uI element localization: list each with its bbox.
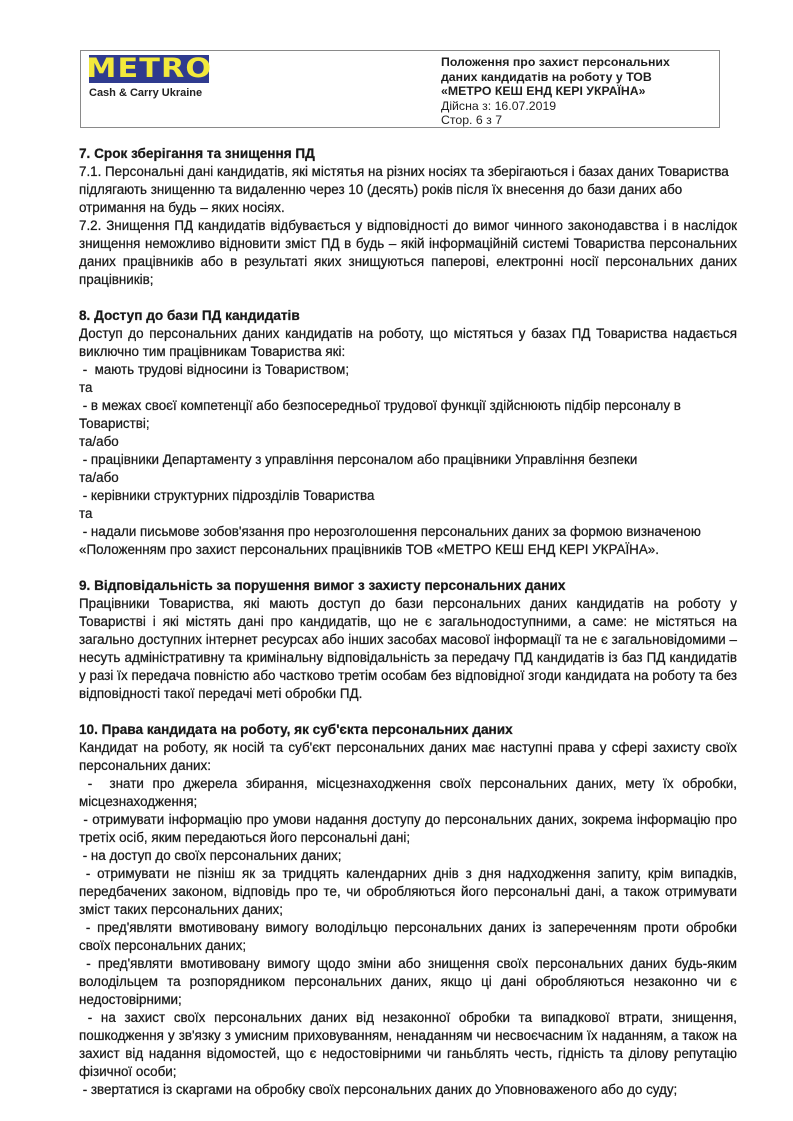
paragraph: 7.2. Знищення ПД кандидатів відбувається у відповідності до вимог чинного законодавства і в наслідок знищення неможливо відновити зміст ПД в будь – якій інформаційній системі Товариства персональних даних працівників або в результаті яких знищуються паперові, електронні носії персональних даних працівників; (79, 218, 737, 287)
paragraph: 7.1. Персональні дані кандидатів, які містятья на різних носіях та зберігаються і базах даних Товариства підлягають знищенню та видаленню через 10 (десять) років після їх внесення до бази даних або отримання на будь – яких носіях. (79, 164, 729, 215)
doc-title-line: даних кандидатів на роботу у ТОВ (441, 69, 652, 84)
list-item: - мають трудові відносини із Товариством; (79, 362, 350, 377)
paragraph: Доступ до персональних даних кандидатів на роботу, що містяться у базах ПД Товариства надається виключно тим працівникам Товариства які: (79, 326, 737, 359)
list-item: - на доступ до своїх персональних даних; (79, 848, 342, 863)
list-item: - звертатися із скаргами на обробку своїх персональних даних до Уповноваженого або до суду; (79, 1082, 678, 1097)
list-item: - знати про джерела збирання, місцезнаходження своїх персональних даних, мету їх обробки, місцезнаходження; (79, 776, 741, 809)
connector: та/або (79, 434, 119, 449)
doc-title-line: Положення про захист персональних (441, 55, 670, 69)
connector: та (79, 380, 93, 395)
section-heading: 10. Права кандидата на роботу, як суб'єкта персональних даних (79, 722, 513, 737)
paragraph: Працівники Товариства, які мають доступ до бази персональних даних кандидатів на роботу у Товаристві і які містять дані про кандидатів, що не є загальнодоступними, а саме: не містяться на загально доступних інтернет ресурсах або інших засобах масової інформації та не є загальновідомими – несуть адміністративну та кримінальну відповідальність за передачу ПД кандидатів із баз ПД кандидатів у разі їх передача повністю або частково третім особам без відповідної згоди кандидата на роботу та без відповідності такої передачі меті обробки ПД. (79, 596, 737, 701)
section-7 (79, 145, 737, 289)
doc-title-line: «МЕТРО КЕШ ЕНД КЕРІ УКРАЇНА» (441, 84, 646, 98)
list-item: - керівники структурних підрозділів Товариства (79, 488, 375, 503)
metro-logo (86, 53, 212, 84)
section-8 (79, 307, 737, 559)
connector: та (79, 506, 93, 521)
valid-from-date: Дійсна з: 16.07.2019 (441, 98, 557, 113)
section-heading: 9. Відповідальність за порушення вимог з захисту персональних даних (79, 578, 566, 593)
list-item: - працівники Департаменту з управління персоналом або працівники Управління безпеки (79, 452, 638, 467)
list-item: - отримувати не пізніш як за тридцять календарних днів з дня надходження запиту, крім випадків, передбачених законом, відповідь про те, чи обробляються його персональні дані, а також отримувати зміст таких персональних даних; (79, 866, 741, 917)
list-item: - пред'являти вмотивовану вимогу щодо зміни або знищення своїх персональних даних будь-яким володільцем та розпорядником персональних даних, якщо ці дані обробляються незаконно чи є недостовірними; (79, 956, 741, 1007)
document-body (79, 145, 741, 1117)
page-number: Стор. 6 з 7 (441, 113, 503, 127)
list-item: - отримувати інформацію про умови надання доступу до персональних даних, зокрема інформацію про третіх осіб, яким передаються його персональні дані; (79, 812, 741, 845)
connector: та/або (79, 470, 119, 485)
list-item: - на захист своїх персональних даних від незаконної обробки та випадкової втрати, знищення, пошкодження у зв'язку з умисним приховуванням, ненаданням чи несвоєчасним їх наданням, а також на захист від надання відомостей, що є недостовірними чи ганьблять честь, гідність та ділову репутацію фізичної особи; (79, 1010, 741, 1079)
paragraph: Кандидат на роботу, як носій та суб'єкт персональних даних має наступні права у сфері захисту своїх персональних даних: (79, 740, 737, 773)
section-9 (79, 577, 737, 703)
list-item: - пред'являти вмотивовану вимогу володільцю персональних даних із запереченням проти обробки своїх персональних даних; (79, 920, 741, 953)
section-heading: 7. Срок зберігання та знищення ПД (79, 146, 315, 161)
section-10 (79, 721, 741, 1099)
section-heading: 8. Доступ до бази ПД кандидатів (79, 308, 300, 323)
logo-text: METRO (86, 53, 212, 84)
list-item: - надали письмове зобов'язання про нерозголошення персональних даних за формою визначеною «Положенням про захист персональних працівників ТОВ «МЕТРО КЕШ ЕНД КЕРІ УКРАЇНА». (79, 524, 705, 557)
logo-subtitle: Cash & Carry Ukraine (89, 87, 203, 99)
list-item: - в межах своєї компетенції або безпосередньої трудової функції здійснюють підбір персоналу в Товаристві; (79, 398, 685, 431)
document-meta (441, 55, 670, 128)
document-header (80, 50, 720, 128)
